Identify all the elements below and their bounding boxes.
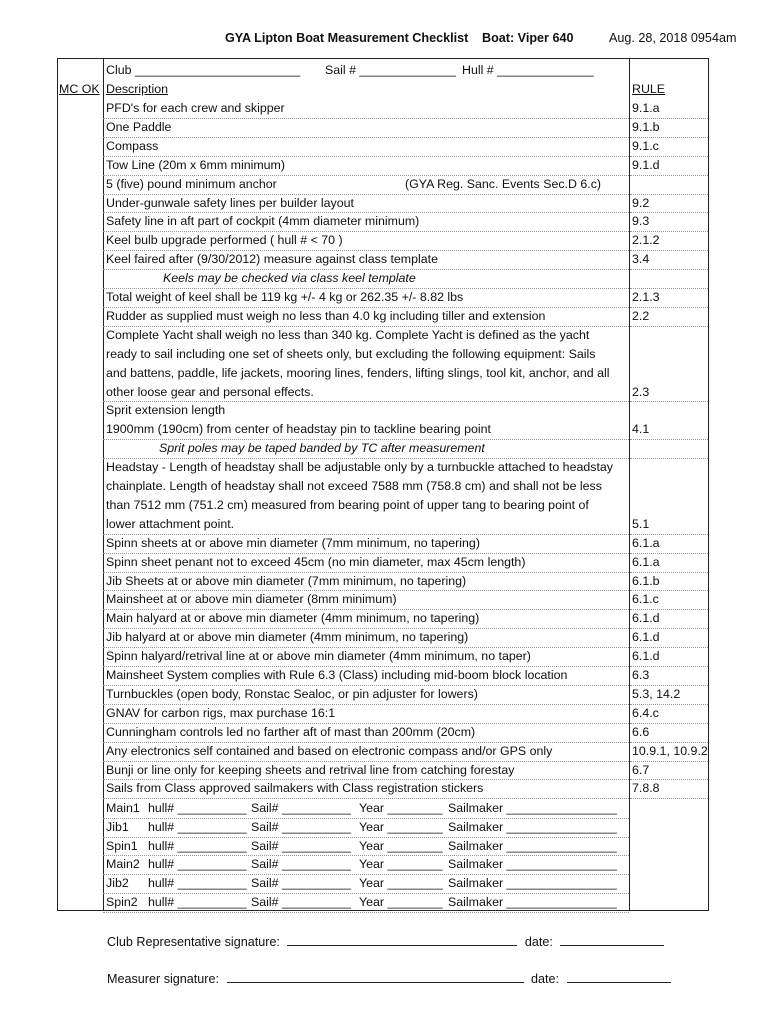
row-rule: 9.1.c [632,138,659,153]
column-header-row [57,80,709,99]
sail-row [57,874,709,893]
sail-type: Spin2 [106,895,138,909]
sail-number-field[interactable]: Sail# __________ [251,895,351,909]
sailmaker-field[interactable]: Sailmaker ________________ [448,876,617,891]
row-rule: 6.7 [632,762,650,777]
row-divider [103,912,629,913]
table-row [57,307,709,326]
table-row [57,628,709,647]
row-rule: 6.1.d [632,649,660,664]
row-description: Any electronics self contained and based on electronic compass and/or GPS only [106,743,553,758]
row-description: Mainsheet at or above min diameter (8mm minimum) [106,592,397,607]
table-row [57,458,709,477]
row-description: Cunningham controls led no farther aft of mast than 200mm (20cm) [106,724,476,739]
row-description: Total weight of keel shall be 119 kg +/- 4 kg or 262.35 +/- 8.82 lbs [106,290,464,304]
sail-type: Spin1 [106,838,138,853]
row-description: Keels may be checked via class keel template [163,271,416,286]
row-description: PFD's for each crew and skipper [106,101,285,115]
row-description: Safety line in aft part of cockpit (4mm diameter minimum) [106,214,420,229]
row-rule: 5.1 [632,516,650,531]
row-rule: 9.1.a [632,101,660,115]
table-row [57,609,709,628]
row-description: other loose gear and personal effects. [106,384,314,399]
hull-number-field[interactable]: Hull # ______________ [462,63,594,77]
mcok-header: MC OK [59,82,100,96]
sailmaker-field[interactable]: Sailmaker ________________ [448,857,617,872]
row-description: than 7512 mm (751.2 cm) measured from bearing point of upper tang to bearing point of [106,497,589,512]
row-rule: 6.1.c [632,592,659,607]
club-rep-signature-field[interactable] [287,933,517,946]
measurer-signature-label: Measurer signature: [107,972,219,986]
club-rep-signature-label: Club Representative signature: [107,935,280,949]
row-rule: 9.2 [632,195,650,210]
row-description: Spinn sheets at or above min diameter (7mm minimum, no tapering) [106,535,480,550]
row-rule: 2.2 [632,308,650,323]
table-row [57,572,709,591]
sail-hull-field[interactable]: hull# __________ [148,895,247,909]
table-row [57,534,709,553]
document-title: GYA Lipton Boat Measurement Checklist [225,31,469,45]
row-description: Compass [106,138,159,153]
row-rule: 6.4.c [632,705,659,720]
table-row [57,761,709,780]
row-rule: 6.1.d [632,630,660,645]
sail-hull-field[interactable]: hull# __________ [148,819,247,834]
sailmaker-field[interactable]: Sailmaker ________________ [448,801,617,815]
row-description: Rudder as supplied must weigh no less than 4.0 kg including tiller and extension [106,308,546,323]
row-description: Mainsheet System complies with Rule 6.3 (Class) including mid-boom block location [106,668,568,682]
row-rule: 2.1.2 [632,233,660,248]
sail-number-field[interactable]: Sail# __________ [251,801,351,815]
table-row [57,553,709,572]
club-sail-hull-row [57,61,709,80]
table-row [57,647,709,666]
row-description: Turnbuckles (open body, Ronstac Sealoc, or pin adjuster for lowers) [106,686,478,701]
club-rep-date-field[interactable] [560,933,664,946]
document-date: Aug. 28, 2018 0954am [609,31,737,45]
sail-type: Jib2 [106,876,129,891]
table-row [57,590,709,609]
sail-number-field[interactable]: Sail# __________ [251,857,351,872]
row-description: Jib halyard at or above min diameter (4mm minimum, no tapering) [106,630,469,645]
table-row [57,231,709,250]
sail-year-field[interactable]: Year ________ [359,857,443,872]
sail-row [57,855,709,874]
table-row [57,496,709,515]
row-rule: 6.1.b [632,573,660,588]
sail-hull-field[interactable]: hull# __________ [148,801,247,815]
table-row [57,420,709,439]
row-description: Bunji or line only for keeping sheets and retrival line from catching forestay [106,762,515,777]
table-row [57,704,709,723]
table-row [57,742,709,761]
table-row [57,666,709,685]
sail-year-field[interactable]: Year ________ [359,838,443,853]
sail-row [57,837,709,856]
sailmaker-field[interactable]: Sailmaker ________________ [448,895,617,909]
boat-name: Boat: Viper 640 [482,31,574,45]
row-rule: 2.1.3 [632,290,660,304]
table-row [57,156,709,175]
row-rule: 7.8.8 [632,781,660,796]
sail-hull-field[interactable]: hull# __________ [148,838,247,853]
sail-number-field[interactable]: Sail # ______________ [325,63,456,77]
table-row [57,99,709,118]
row-description: Jib Sheets at or above min diameter (7mm minimum, no tapering) [106,573,467,588]
sail-row [57,799,709,818]
table-row [57,175,709,194]
table-row [57,779,709,798]
row-description: 1900mm (190cm) from center of headstay pin to tackline bearing point [106,422,491,437]
sail-hull-field[interactable]: hull# __________ [148,876,247,891]
row-description: Headstay - Length of headstay shall be adjustable only by a turnbuckle attached to headstay [106,460,613,475]
row-description: Complete Yacht shall weigh no less than 340 kg. Complete Yacht is defined as the yacht [106,327,590,342]
row-description: One Paddle [106,119,172,134]
row-rule: 9.3 [632,214,650,229]
sail-row [57,893,709,912]
row-description: Under-gunwale safety lines per builder layout [106,195,354,210]
sail-row [57,818,709,837]
measurer-signature-line [107,970,671,986]
row-rule: 9.1.d [632,157,660,172]
sail-number-field[interactable]: Sail# __________ [251,819,351,834]
table-row [57,515,709,534]
row-description: Tow Line (20m x 6mm minimum) [106,157,286,172]
table-row [57,401,709,420]
table-row [57,250,709,269]
row-rule: 6.6 [632,724,650,739]
table-row [57,477,709,496]
table-row [57,723,709,742]
table-row [57,194,709,213]
table-row [57,383,709,402]
table-row [57,364,709,383]
row-rule: 2.3 [632,384,650,399]
row-description: ready to sail including one set of sheets only, but excluding the following equipment: Sails [106,346,596,361]
row-description: and battens, paddle, life jackets, mooring lines, fenders, lifting slings, tool kit, anchor, and all [106,365,610,380]
row-description: Keel bulb upgrade performed ( hull # < 70 ) [106,233,343,248]
sail-type: Main1 [106,801,140,815]
sail-hull-field[interactable]: hull# __________ [148,857,247,872]
sail-year-field[interactable]: Year ________ [359,876,443,891]
row-description: chainplate. Length of headstay shall not exceed 7588 mm (758.8 cm) and shall not be less [106,479,602,493]
table-row [57,439,709,458]
row-description: Sprit poles may be taped banded by TC after measurement [159,441,485,456]
sailmaker-field[interactable]: Sailmaker ________________ [448,819,617,834]
row-rule: 6.1.a [632,535,660,550]
row-rule: 6.1.a [632,554,660,569]
table-row [57,345,709,364]
sail-number-field[interactable]: Sail# __________ [251,838,351,853]
sailmaker-field[interactable]: Sailmaker ________________ [448,838,617,853]
sail-type: Main2 [106,857,140,872]
table-row [57,269,709,288]
measurer-date-label: date: [531,972,560,986]
table-row [57,685,709,704]
row-description: Spinn sheet penant not to exceed 45cm (no min diameter, max 45cm length) [106,554,526,569]
table-row [57,326,709,345]
sail-type: Jib1 [106,819,129,834]
row-rule: 3.4 [632,252,650,267]
sail-year-field[interactable]: Year ________ [359,801,443,815]
row-description: GNAV for carbon rigs, max purchase 16:1 [106,705,336,720]
row-rule: 6.3 [632,668,650,682]
row-description: Main halyard at or above min diameter (4mm minimum, no tapering) [106,611,480,626]
table-row [57,137,709,156]
club-field[interactable]: Club ________________________ [106,63,301,77]
row-description: lower attachment point. [106,516,235,531]
row-note: (GYA Reg. Sanc. Events Sec.D 6.c) [405,176,602,191]
row-rule: 6.1.d [632,611,660,626]
table-row [57,118,709,137]
row-description: Sails from Class approved sailmakers with Class registration stickers [106,781,484,796]
club-rep-signature-line [107,933,664,949]
sail-year-field[interactable]: Year ________ [359,895,443,909]
table-row [57,288,709,307]
measurer-date-field[interactable] [567,970,671,983]
row-rule: 10.9.1, 10.9.2 [632,743,708,758]
row-description: Sprit extension length [106,403,226,418]
table-row [57,212,709,231]
row-rule: 9.1.b [632,119,660,134]
measurer-signature-field[interactable] [227,970,524,983]
description-header: Description [106,82,168,96]
club-rep-date-label: date: [524,935,553,949]
rule-header: RULE [632,82,666,96]
row-description: Keel faired after (9/30/2012) measure against class template [106,252,438,267]
row-description: 5 (five) pound minimum anchor [106,176,277,191]
row-rule: 5.3, 14.2 [632,686,681,701]
sail-number-field[interactable]: Sail# __________ [251,876,351,891]
sail-year-field[interactable]: Year ________ [359,819,443,834]
row-rule: 4.1 [632,422,650,437]
row-description: Spinn halyard/retrival line at or above min diameter (4mm minimum, no taper) [106,649,531,664]
